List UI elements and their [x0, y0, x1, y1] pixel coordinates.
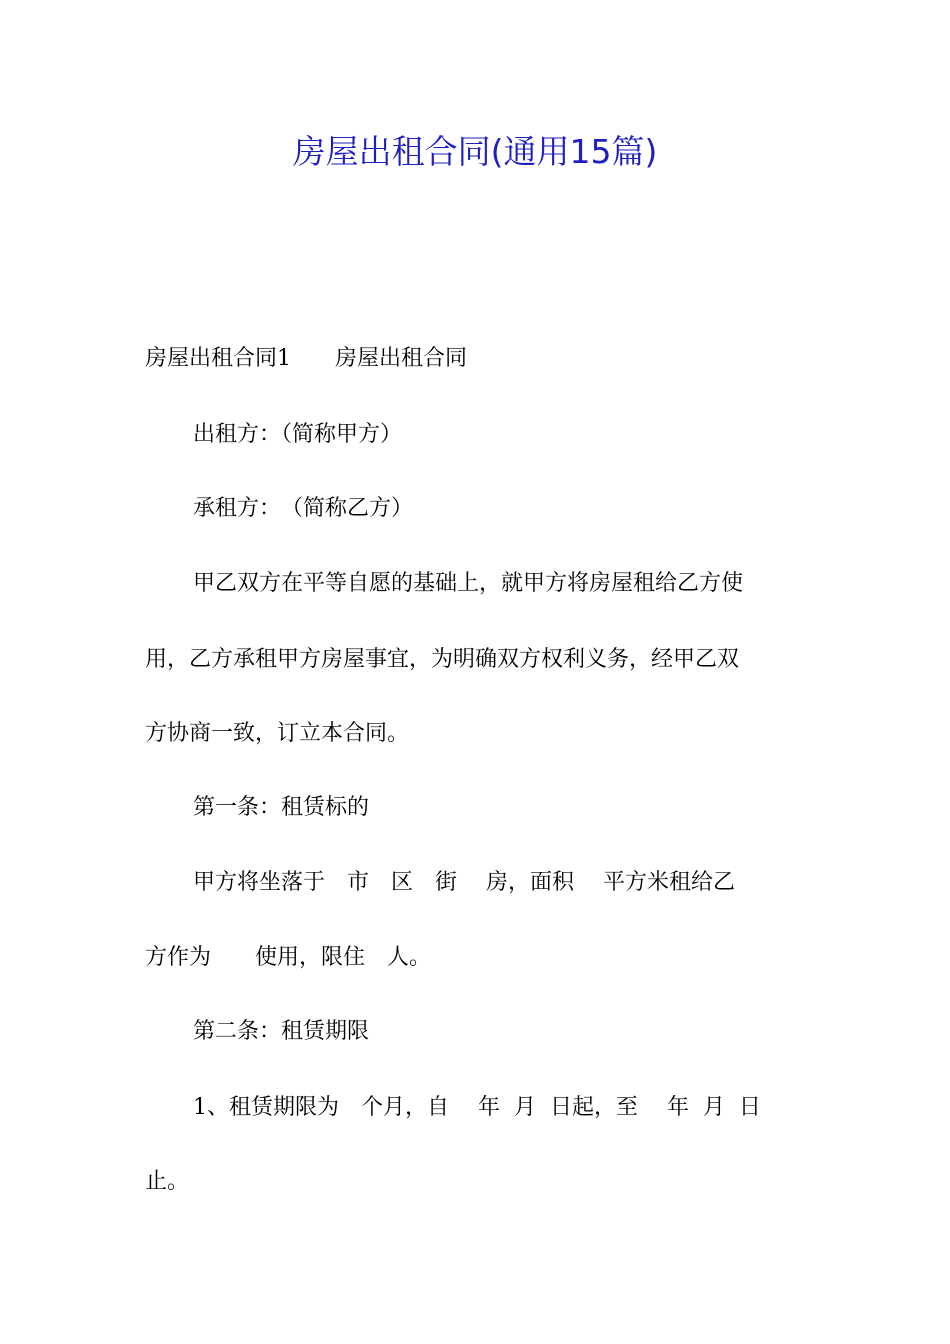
article-1-heading: 第一条：租赁标的: [193, 795, 370, 820]
article-2-heading: 第二条：租赁期限: [193, 1019, 370, 1044]
article-2-line-1: 1、租赁期限为 个月，自 年 月 日起，至 年 月 日: [193, 1095, 761, 1120]
article-1-line-2: 方作为 使用，限住 人。: [145, 945, 432, 970]
article-1-line-1: 甲方将坐落于 市 区 街 房，面积 平方米租给乙: [193, 870, 735, 895]
article-2-line-2: 止。: [145, 1169, 190, 1194]
paragraph-lessee: 承租方： （简称乙方）: [193, 496, 414, 521]
paragraph-heading: 房屋出租合同1 房屋出租合同: [145, 346, 467, 371]
paragraph-intro-line-1: 甲乙双方在平等自愿的基础上，就甲方将房屋租给乙方使: [193, 571, 744, 596]
paragraph-lessor: 出租方：（简称甲方）: [193, 422, 403, 447]
paragraph-intro-line-3: 方协商一致，订立本合同。: [145, 721, 410, 746]
document-title: 房屋出租合同(通用15篇): [292, 132, 658, 171]
paragraph-intro-line-2: 用，乙方承租甲方房屋事宜，为明确双方权利义务，经甲乙双: [145, 647, 740, 672]
